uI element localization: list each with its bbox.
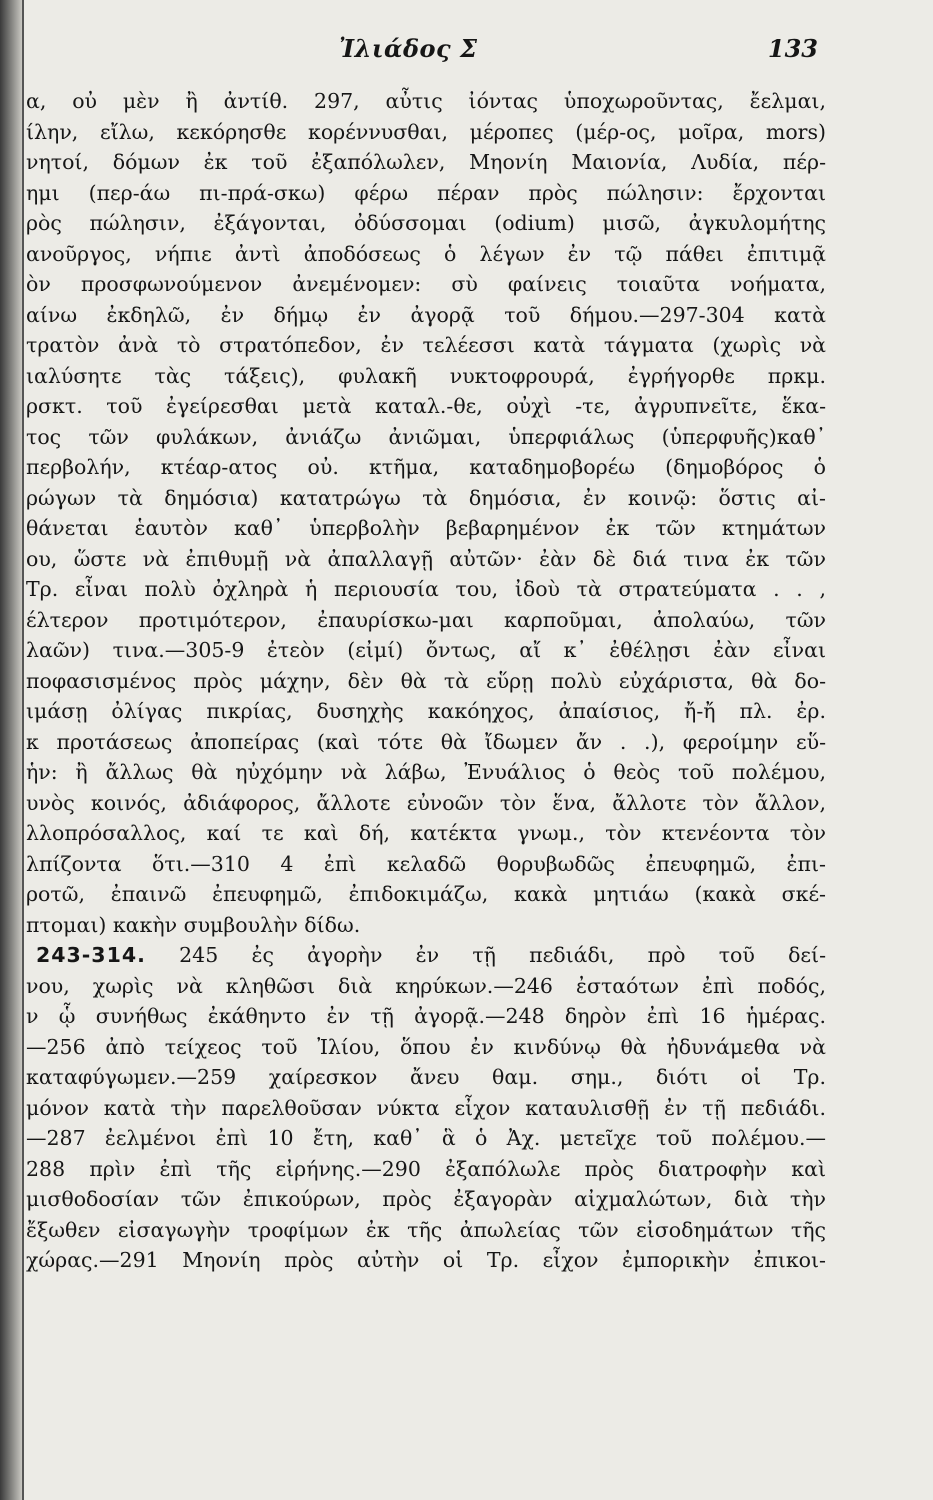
text-line: ν ᾧ συνήθως ἐκάθηντο ἐν τῇ ἀγορᾷ.—248 δηρὸν ἐπὶ 16 ἡμέρας. — [26, 1004, 826, 1028]
text-line: τρατὸν ἀνὰ τὸ στρατόπεδον, ἐν τελέεσσι κατὰ τάγματα (χωρὶς νὰ — [26, 333, 826, 357]
text-line: πτομαι) κακὴν συμβουλὴν δίδω. — [26, 912, 361, 937]
text-line: έλτερον προτιμότερον, ἐπαυρίσκω-μαι καρποῦμαι, ἀπολαύω, τῶν — [26, 607, 826, 632]
text-line: ποφασισμένος πρὸς μάχην, δὲν θὰ τὰ εὕρῃ πολὺ εὐχάριστα, θὰ δο- — [26, 668, 826, 693]
text-line: ρώγων τὰ δημόσια) κατατρώγω τὰ δημόσια, ἐν κοινῷ: ὅστις αἰ- — [26, 485, 826, 510]
text-line: ροτῶ, ἐπαινῶ ἐπευφημῶ, ἐπιδοκιμάζω, κακὰ μητιάω (κακὰ σκέ- — [26, 882, 826, 906]
text-line: θάνεται ἑαυτὸν καθ᾽ ὑπερβολὴν βεβαρημένον ἐκ τῶν κτημάτων — [26, 516, 826, 540]
text-line: ίλην, εἴλω, κεκόρησθε κορέννυσθαι, μέροπες (μέρ-ος, μοῖρα, mors) — [26, 119, 826, 144]
text-line: α, οὐ μὲν ἢ ἀντίθ. 297, αὖτις ἰόντας ὑποχωροῦντας, ἔελμαι, — [26, 89, 826, 113]
text-fragment: 245 ἐς ἀγορὴν ἐν τῇ πεδιάδι, πρὸ τοῦ δεί- — [179, 943, 826, 967]
page-number: 133 — [767, 34, 818, 63]
page-header — [24, 34, 863, 74]
text-line: χώρας.—291 Μηονίη πρὸς αὐτὴν οἱ Τρ. εἶχον ἐμπορικὴν ἐπικοι- — [26, 1248, 826, 1272]
running-head: Ἰλιάδος Σ — [339, 34, 478, 63]
text-line: κ προτάσεως ἀποπείρας (καὶ τότε θὰ ἴδωμεν ἄν . .), φεροίμην εὕ- — [26, 729, 826, 754]
text-line: ὸν προσφωνούμενον ἀνεμένομεν: σὺ φαίνεις τοιαῦτα νοήματα, — [26, 272, 826, 296]
text-line: Τρ. εἶναι πολὺ ὀχληρὰ ἡ περιουσία του, ἰδοὺ τὰ στρατεύματα . . , — [26, 577, 826, 601]
text-line: αίνω ἐκδηλῶ, ἐν δήμῳ ἐν ἀγορᾷ τοῦ δήμου.—297-304 κατὰ — [26, 302, 826, 327]
text-line: λπίζοντα ὅτι.—310 4 ἐπὶ κελαδῶ θορυβωδῶς ἐπευφημῶ, ἐπι- — [26, 851, 826, 876]
section-number: 243-314. — [36, 943, 146, 967]
text-line: —287 ἐελμένοι ἐπὶ 10 ἔτη, καθ᾽ ἃ ὁ Ἀχ. μετεῖχε τοῦ πολέμου.— — [26, 1126, 826, 1150]
text-line: λλοπρόσαλλος, καί τε καὶ δή, κατέκτα γνωμ., τὸν κτενέοντα τὸν — [26, 821, 826, 845]
text-line: ημι (περ-άω πι-πρά-σκω) φέρω πέραν πρὸς πώλησιν: ἔρχονται — [26, 180, 826, 205]
text-line: ιαλύσητε τὰς τάξεις), φυλακῆ νυκτοφρουρά, ἐγρήγορθε πρκμ. — [26, 363, 826, 388]
text-line: —256 ἀπὸ τείχεος τοῦ Ἰλίου, ὅπου ἐν κινδύνῳ θὰ ἠδυνάμεθα νὰ — [26, 1034, 826, 1059]
text-line: περβολήν, κτέαρ-ατος οὐ. κτῆμα, καταδημοβορέω (δημοβόρος ὁ — [26, 455, 826, 479]
gutter-line — [22, 0, 24, 1500]
text-line: ἡν: ἢ ἄλλως θὰ ηὐχόμην νὰ λάβω, Ἐνυάλιος ὁ θεὸς τοῦ πολέμου, — [26, 760, 826, 784]
text-line: τος τῶν φυλάκων, ἀνιάζω ἀνιῶμαι, ὑπερφιάλως (ὑπερφυῆς)καθ᾽ — [26, 424, 826, 449]
text-line: μισθοδοσίαν τῶν ἐπικούρων, πρὸς ἐξαγορὰν αἰχμαλώτων, διὰ τὴν — [26, 1187, 826, 1211]
book-binding-edge — [0, 0, 22, 1500]
text-line: λαῶν) τινα.—305-9 ἐτεὸν (εἰμί) ὄντως, αἴ κ᾽ ἐθέλῃσι ἐὰν εἶναι — [26, 638, 826, 662]
text-line: ανοῦργος, νήπιε ἀντὶ ἀποδόσεως ὁ λέγων ἐν τῷ πάθει ἐπιτιμᾷ — [26, 241, 826, 266]
text-line: ἔξωθεν εἰσαγωγὴν τροφίμων ἐκ τῆς ἀπωλείας τῶν εἰσοδημάτων τῆς — [26, 1217, 826, 1242]
text-line: ρὸς πώλησιν, ἐξάγονται, ὀδύσσομαι (odium) μισῶ, ἀγκυλομήτης — [26, 211, 826, 235]
text-line: νου, χωρὶς νὰ κληθῶσι διὰ κηρύκων.—246 ἐσταότων ἐπὶ ποδός, — [26, 973, 826, 998]
text-line: ρσκτ. τοῦ ἐγείρεσθαι μετὰ καταλ.-θε, οὐχὶ -τε, ἀγρυπνεῖτε, ἕκα- — [26, 394, 826, 418]
commentary-text — [26, 86, 826, 1276]
paragraph-start-line — [26, 940, 826, 971]
text-line: ιμάσῃ ὀλίγας πικρίας, δυσηχὴς κακόηχος, ἀπαίσιος, ἤ-ἤ πλ. ἐρ. — [26, 699, 826, 723]
text-line: καταφύγωμεν.—259 χαίρεσκον ἄνευ θαμ. σημ., διότι οἱ Τρ. — [26, 1065, 826, 1089]
text-line: 288 πρὶν ἐπὶ τῆς εἰρήνης.—290 ἐξαπόλωλε πρὸς διατροφὴν καὶ — [26, 1156, 826, 1181]
text-line: ου, ὥστε νὰ ἐπιθυμῇ νὰ ἀπαλλαγῇ αὐτῶν· ἐὰν δὲ διά τινα ἐκ τῶν — [26, 546, 826, 571]
text-line: νητοί, δόμων ἐκ τοῦ ἐξαπόλωλεν, Μηονίη Μαιονία, Λυδία, πέρ- — [26, 150, 826, 174]
text-line: υνὸς κοινός, ἀδιάφορος, ἄλλοτε εὐνοῶν τὸν ἕνα, ἄλλοτε τὸν ἄλλον, — [26, 790, 826, 815]
text-line: μόνον κατὰ τὴν παρελθοῦσαν νύκτα εἶχον καταυλισθῇ ἐν τῇ πεδιάδι. — [26, 1095, 826, 1120]
